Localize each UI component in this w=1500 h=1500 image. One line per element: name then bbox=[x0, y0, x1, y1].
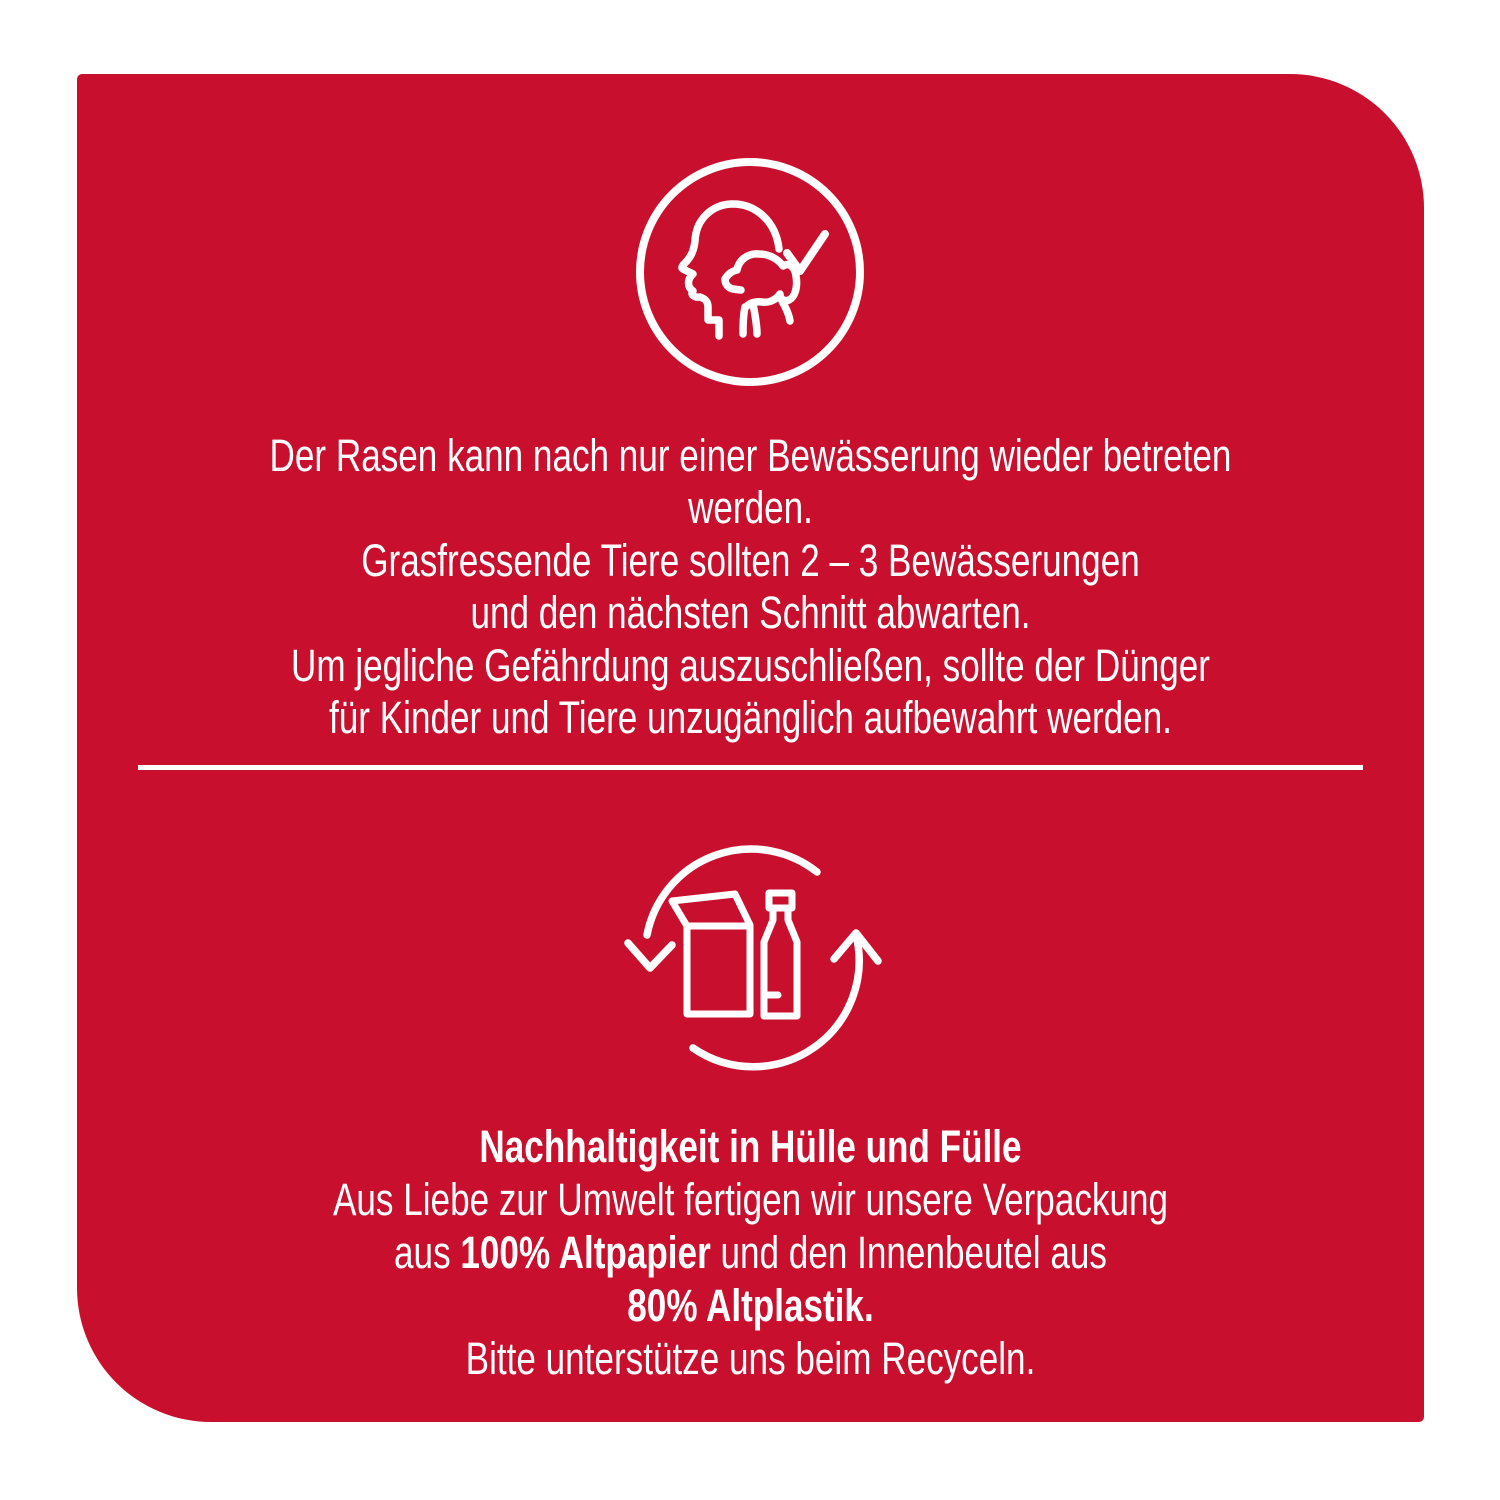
text-line: Der Rasen kann nach nur einer Bewässerung wieder betreten werden. bbox=[269, 430, 1232, 534]
red-info-card bbox=[77, 74, 1424, 1422]
text-line: Um jegliche Gefährdung auszuschließen, sollte der Dünger bbox=[291, 639, 1210, 691]
bottle-icon bbox=[764, 893, 797, 1016]
text-line-bold: 80% Altplastik. bbox=[627, 1280, 874, 1331]
person-with-pet-check-icon bbox=[628, 150, 872, 394]
carton-package-icon bbox=[672, 894, 750, 1014]
text-segment: aus bbox=[394, 1227, 461, 1278]
text-segment: und den Innenbeutel aus bbox=[710, 1227, 1107, 1278]
recycling-packaging-icon bbox=[613, 838, 889, 1082]
text-line: und den nächsten Schnitt abwarten. bbox=[470, 587, 1031, 639]
text-line bbox=[225, 1226, 1276, 1279]
sustainability-headline: Nachhaltigkeit in Hülle und Fülle bbox=[479, 1121, 1022, 1172]
text-segment-bold: 100% Altpapier bbox=[460, 1227, 711, 1278]
text-line: Grasfressende Tiere sollten 2 – 3 Bewässerungen bbox=[361, 534, 1140, 586]
divider-line bbox=[138, 765, 1363, 770]
sustainability-text bbox=[225, 1120, 1276, 1385]
icon-circle-outline bbox=[640, 162, 860, 382]
text-line: für Kinder und Tiere unzugänglich aufbewahrt werden. bbox=[329, 692, 1172, 744]
pet-safety-text bbox=[225, 430, 1276, 744]
text-line: Aus Liebe zur Umwelt fertigen wir unsere Verpackung bbox=[332, 1174, 1169, 1225]
text-line: Bitte unterstütze uns beim Recyceln. bbox=[465, 1333, 1036, 1384]
checkmark-icon bbox=[787, 234, 825, 271]
dog-head-outline bbox=[725, 254, 797, 334]
